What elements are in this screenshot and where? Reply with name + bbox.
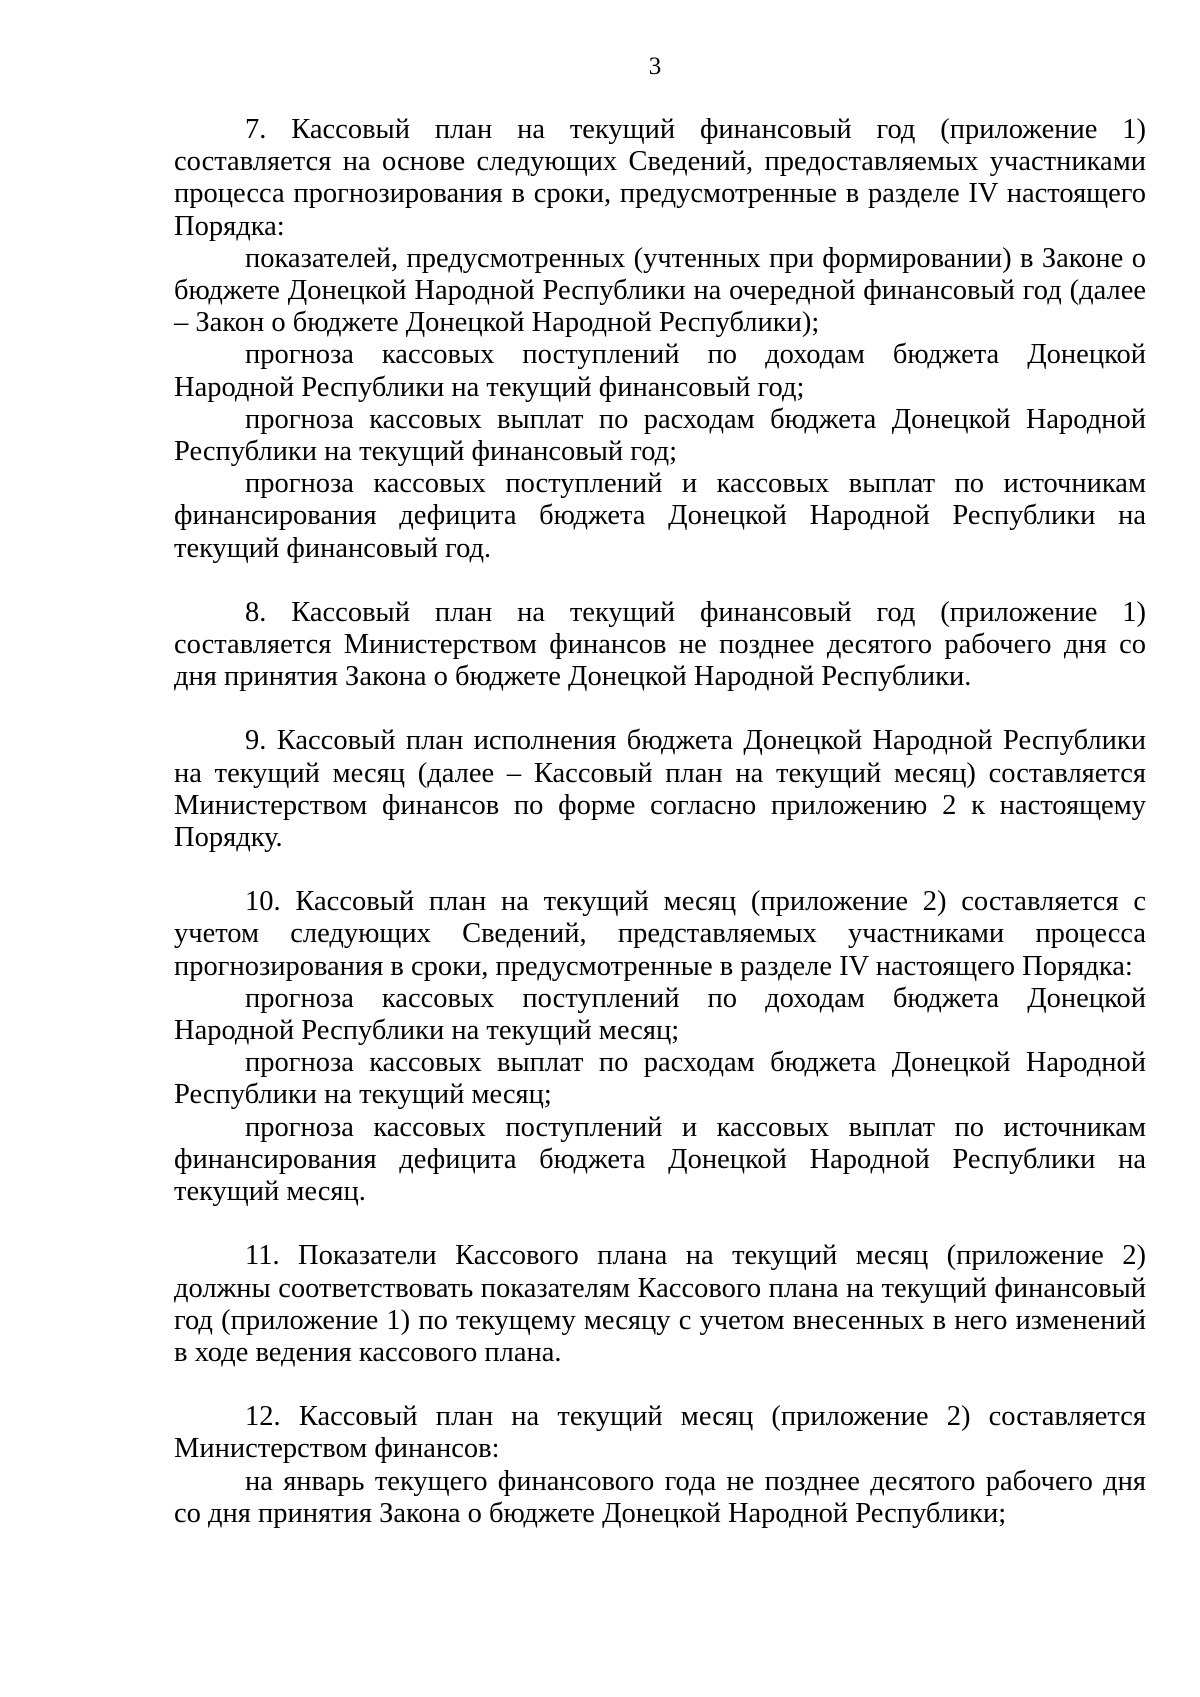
clause-11-paragraph: 11. Показатели Кассового плана на текущий месяц (приложение 2) должны соответствовать показателям Кассового плана на текущий финансовый год (приложение 1) по текущему месяцу с учетом внесенных в него изменений в ходе ведения кассового плана. [174, 1240, 1146, 1368]
clause-7 [174, 114, 1146, 565]
list-item-revenue-forecast: прогноза кассовых поступлений по доходам бюджета Донецкой Народной Республики на текущий финансовый год; [174, 339, 1146, 403]
list-item-january-deadline: на январь текущего финансового года не позднее десятого рабочего дня со дня принятия Закона о бюджете Донецкой Народной Республики; [174, 1465, 1146, 1529]
clause-7-paragraph: 7. Кассовый план на текущий финансовый год (приложение 1) составляется на основе следующих Сведений, предоставляемых участниками процесса прогнозирования в сроки, предусмотренные в разделе IV настоящего Порядка: [174, 114, 1146, 242]
list-item-indicators: показателей, предусмотренных (учтенных при формировании) в Законе о бюджете Донецкой Народной Республики на очередной финансовый год (далее – Закон о бюджете Донецкой Народной Республики); [174, 242, 1146, 339]
clause-12 [174, 1401, 1146, 1530]
list-item-expense-forecast: прогноза кассовых выплат по расходам бюджета Донецкой Народной Республики на текущий финансовый год; [174, 403, 1146, 468]
clause-9 [174, 725, 1146, 854]
clause-8 [174, 597, 1146, 694]
clause-9-paragraph: 9. Кассовый план исполнения бюджета Донецкой Народной Республики на текущий месяц (далее – Кассовый план на текущий месяц) составляется Министерством финансов по форме согласно приложению 2 к настоящему Порядку. [174, 725, 1146, 854]
page-number: 3 [648, 53, 662, 80]
document-body [174, 114, 1146, 1562]
list-item-monthly-expense-forecast: прогноза кассовых выплат по расходам бюджета Донецкой Народной Республики на текущий месяц; [174, 1047, 1146, 1111]
clause-8-paragraph: 8. Кассовый план на текущий финансовый год (приложение 1) составляется Министерством финансов не позднее десятого рабочего дня со дня принятия Закона о бюджете Донецкой Народной Республики. [174, 596, 1146, 693]
clause-10 [174, 886, 1146, 1208]
clause-10-paragraph: 10. Кассовый план на текущий месяц (приложение 2) составляется с учетом следующих Сведений, представляемых участниками процесса прогнозирования в сроки, предусмотренные в разделе IV настоящего Порядка: [174, 886, 1146, 982]
list-item-monthly-deficit-financing-forecast: прогноза кассовых поступлений и кассовых выплат по источникам финансирования дефицита бюджета Донецкой Народной Республики на текущий месяц. [174, 1111, 1146, 1208]
clause-11 [174, 1240, 1146, 1369]
list-item-monthly-revenue-forecast: прогноза кассовых поступлений по доходам бюджета Донецкой Народной Республики на текущий месяц; [174, 982, 1146, 1047]
list-item-deficit-financing-forecast: прогноза кассовых поступлений и кассовых выплат по источникам финансирования дефицита бюджета Донецкой Народной Республики на текущий финансовый год. [174, 468, 1146, 564]
clause-12-paragraph: 12. Кассовый план на текущий месяц (приложение 2) составляется Министерством финансов: [174, 1401, 1146, 1465]
